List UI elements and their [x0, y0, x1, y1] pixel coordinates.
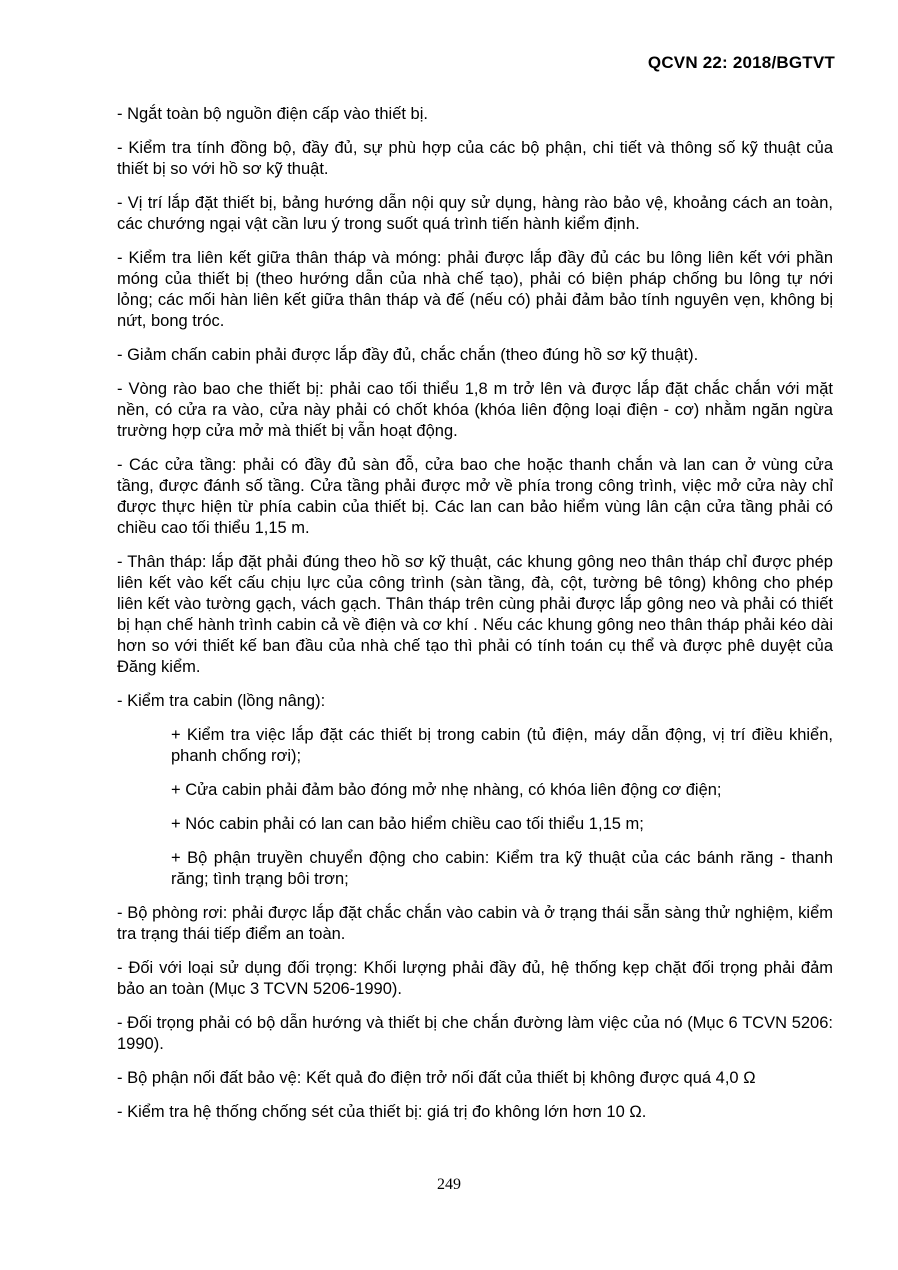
paragraph: - Đối với loại sử dụng đối trọng: Khối lượng phải đầy đủ, hệ thống kẹp chặt đối trọng phải đảm bảo an toàn (Mục 3 TCVN 5206-1990). [117, 959, 833, 998]
paragraph: - Vị trí lắp đặt thiết bị, bảng hướng dẫn nội quy sử dụng, hàng rào bảo vệ, khoảng cách an toàn, các chướng ngại vật cần lưu ý trong suốt quá trình tiến hành kiểm định. [117, 194, 833, 233]
page-number: 249 [437, 1176, 461, 1193]
paragraph: - Bộ phận nối đất bảo vệ: Kết quả đo điện trở nối đất của thiết bị không được quá 4,0 Ω [117, 1069, 756, 1087]
paragraph: - Kiểm tra hệ thống chống sét của thiết bị: giá trị đo không lớn hơn 10 Ω. [117, 1103, 647, 1121]
sub-paragraph: + Kiểm tra việc lắp đặt các thiết bị trong cabin (tủ điện, máy dẫn động, vị trí điều khiển, phanh chống rơi); [171, 726, 833, 765]
paragraph: - Vòng rào bao che thiết bị: phải cao tối thiểu 1,8 m trở lên và được lắp đặt chắc chắn với mặt nền, có cửa ra vào, cửa này phải có chốt khóa (khóa liên động loại điện - cơ) nhằm ngăn ngừa trường hợp cửa mở mà thiết bị vẫn hoạt động. [117, 380, 833, 440]
paragraph: - Đối trọng phải có bộ dẫn hướng và thiết bị che chắn đường làm việc của nó (Mục 6 TCVN 5206: 1990). [117, 1014, 833, 1053]
document-code-header: QCVN 22: 2018/BGTVT [647, 53, 835, 72]
paragraph: - Ngắt toàn bộ nguồn điện cấp vào thiết bị. [117, 105, 428, 123]
sub-paragraph: + Bộ phận truyền chuyển động cho cabin: Kiểm tra kỹ thuật của các bánh răng - thanh răng; tình trạng bôi trơn; [171, 849, 833, 888]
paragraph: - Bộ phòng rơi: phải được lắp đặt chắc chắn vào cabin và ở trạng thái sẵn sàng thử nghiệm, kiểm tra trạng thái tiếp điểm an toàn. [117, 904, 833, 943]
paragraph: - Các cửa tầng: phải có đầy đủ sàn đỗ, cửa bao che hoặc thanh chắn và lan can ở vùng cửa tầng, được đánh số tầng. Cửa tầng phải được mở về phía trong công trình, việc mở cửa này chỉ được thực hiện từ phía cabin của thiết bị. Các lan can bảo hiểm vùng lân cận cửa tầng phải có chiều cao tối thiểu 1,15 m. [117, 456, 833, 537]
document-body [117, 104, 833, 1136]
paragraph: - Thân tháp: lắp đặt phải đúng theo hồ sơ kỹ thuật, các khung gông neo thân tháp chỉ được phép liên kết vào kết cấu chịu lực của công trình (sàn tầng, đà, cột, tường bê tông) không cho phép liên kết vào tường gạch, vách gạch. Thân tháp trên cùng phải được lắp gông neo và phải có thiết bị hạn chế hành trình cabin cả về điện và cơ khí . Nếu các khung gông neo thân tháp phải kéo dài hơn so với thiết kế ban đầu của nhà chế tạo thì phải có tính toán cụ thể và được phê duyệt của Đăng kiểm. [117, 553, 833, 676]
sub-paragraph: + Nóc cabin phải có lan can bảo hiểm chiều cao tối thiểu 1,15 m; [171, 815, 644, 833]
paragraph: - Kiểm tra cabin (lồng nâng): [117, 692, 326, 710]
paragraph: - Kiểm tra tính đồng bộ, đầy đủ, sự phù hợp của các bộ phận, chi tiết và thông số kỹ thuật của thiết bị so với hồ sơ kỹ thuật. [117, 139, 833, 178]
sub-paragraph: + Cửa cabin phải đảm bảo đóng mở nhẹ nhàng, có khóa liên động cơ điện; [171, 781, 722, 799]
paragraph: - Giảm chấn cabin phải được lắp đầy đủ, chắc chắn (theo đúng hồ sơ kỹ thuật). [117, 346, 699, 364]
paragraph: - Kiểm tra liên kết giữa thân tháp và móng: phải được lắp đầy đủ các bu lông liên kết với phần móng của thiết bị (theo hướng dẫn của nhà chế tạo), phải có biện pháp chống bu lông tự nới lỏng; các mối hàn liên kết giữa thân tháp và đế (nếu có) phải đảm bảo tính nguyên vẹn, không bị nứt, bong tróc. [117, 249, 833, 330]
